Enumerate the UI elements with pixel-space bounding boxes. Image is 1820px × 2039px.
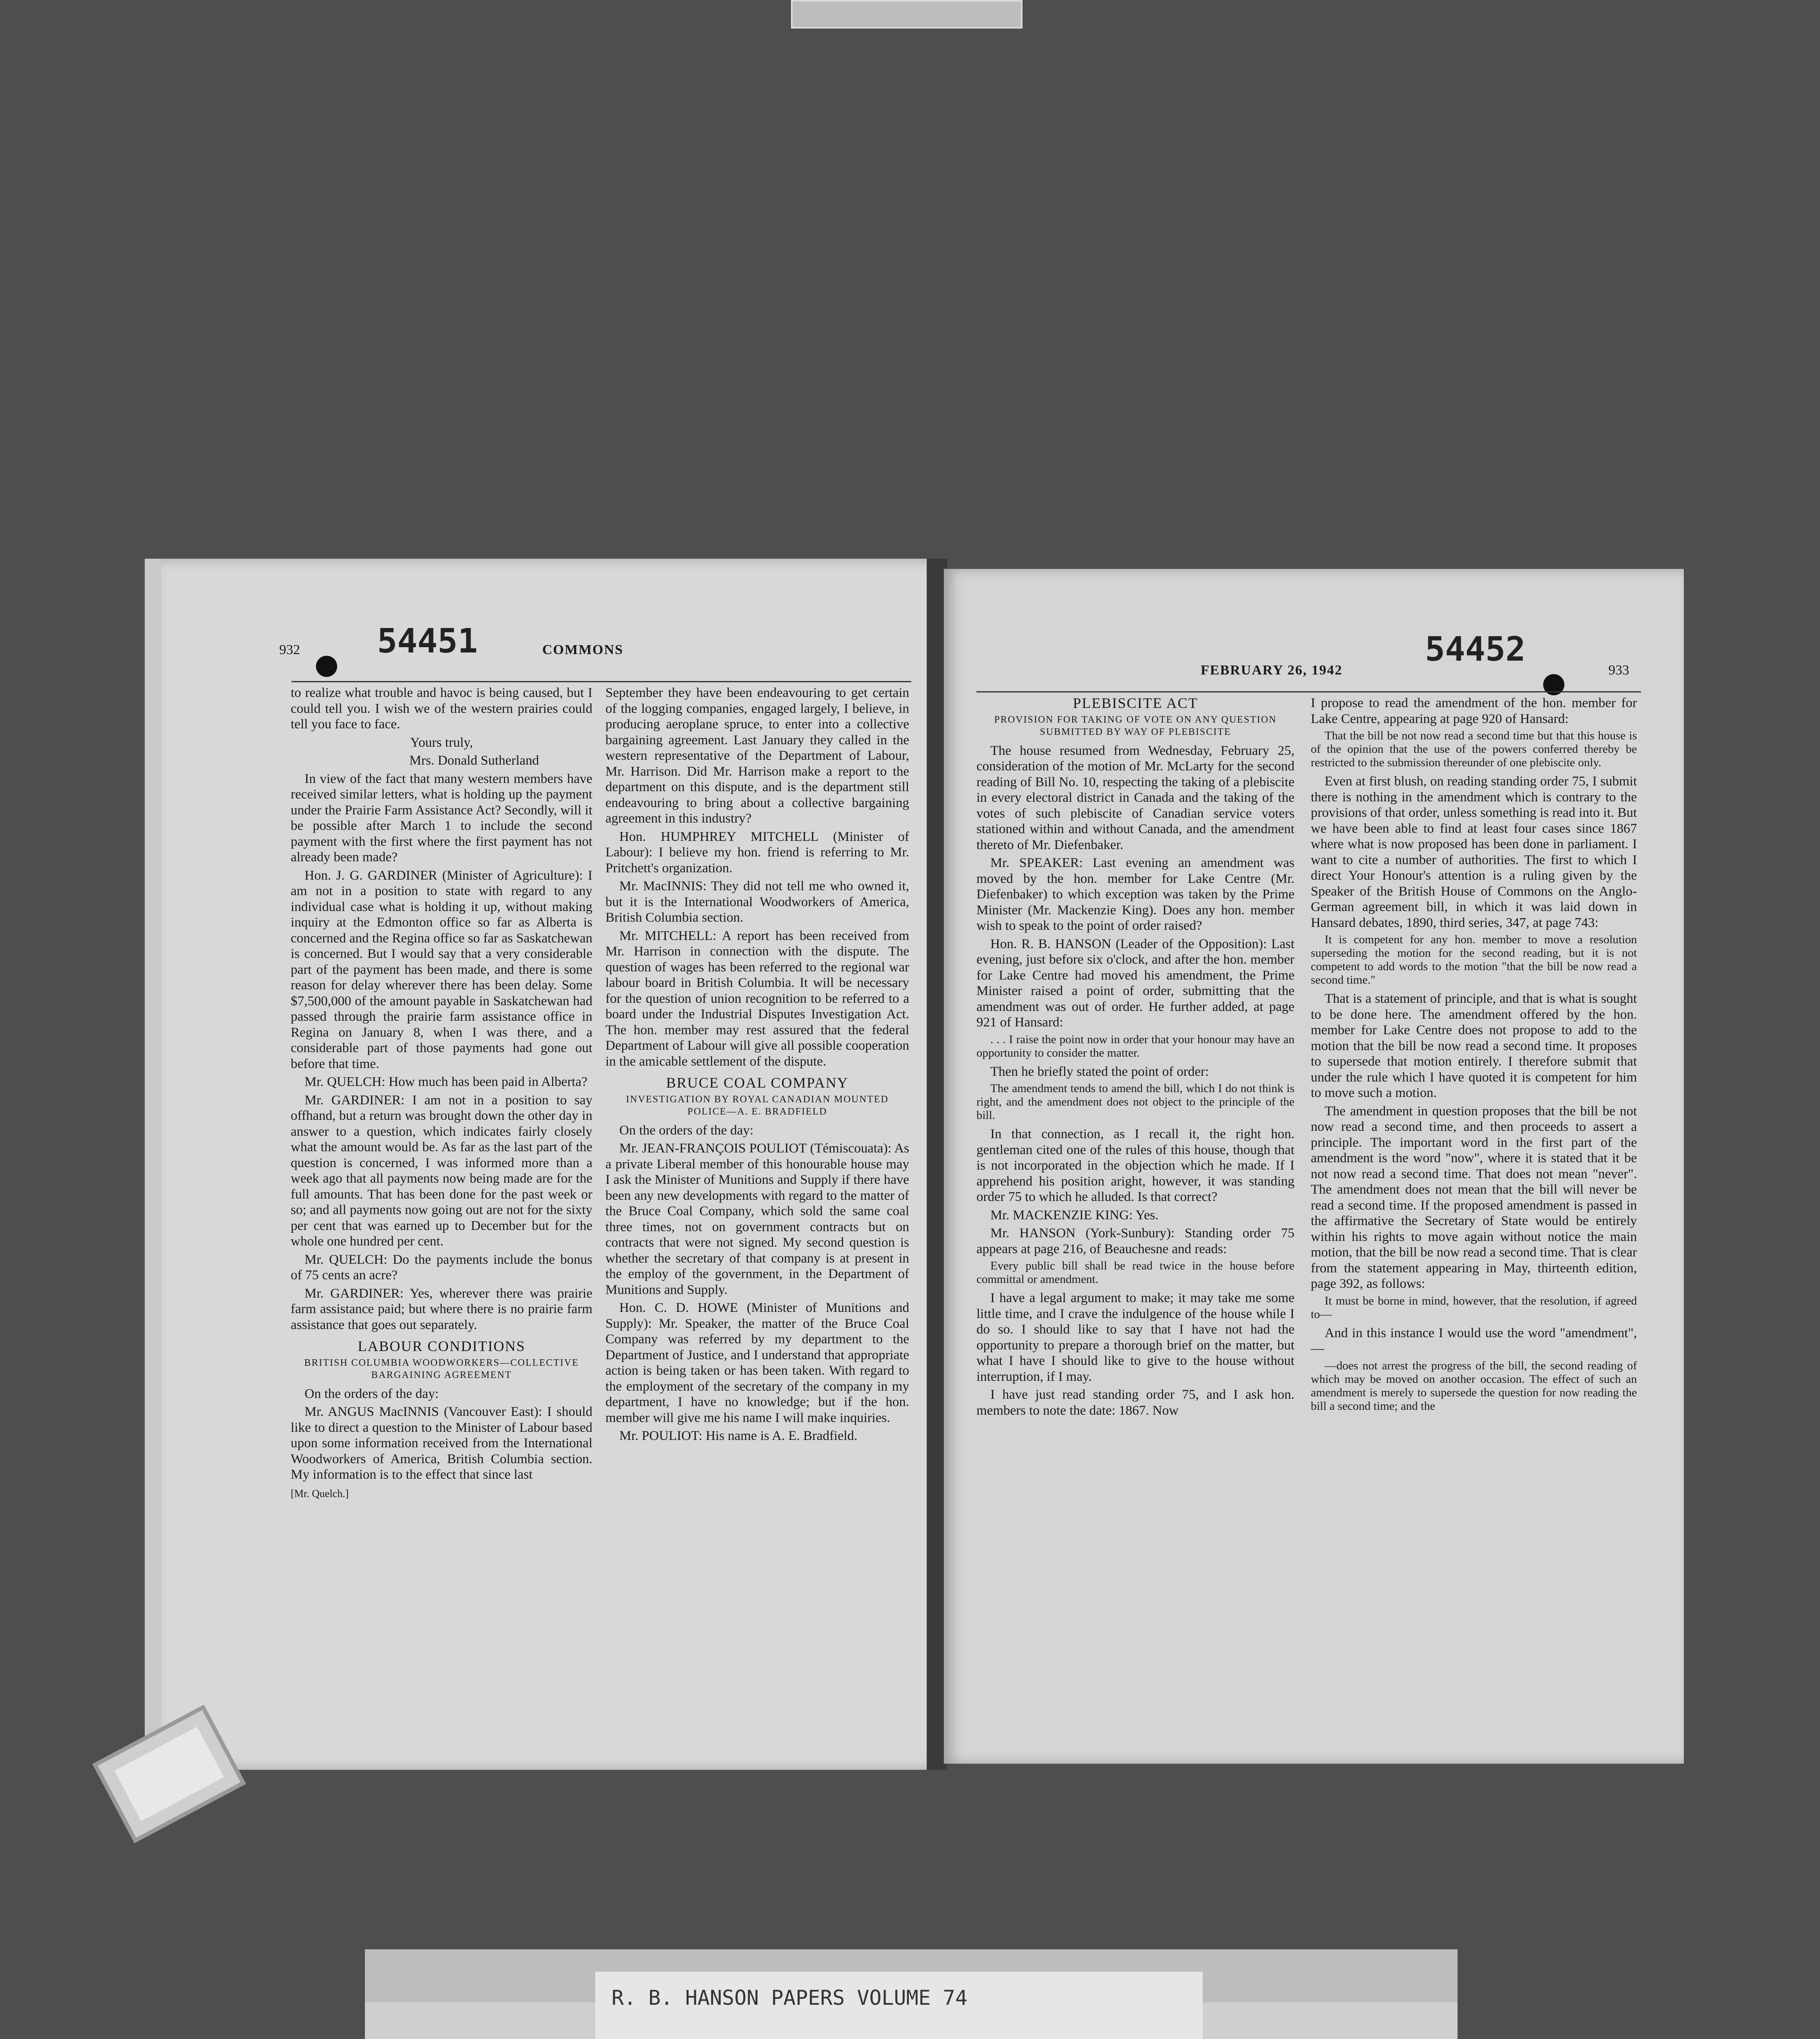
left-page bbox=[145, 559, 944, 1770]
paragraph: Hon. J. G. GARDINER (Minister of Agriculture): I am not in a position to state with regard to any individual case what is holding it up, without making inquiry at the Edmonton office so far as Alberta is concerned and the Regina office so far as Saskatchewan is concerned. But I would say that a very considerable part of the payment has been made, and there is some reason for delay wherever there has been delay. Some $7,500,000 of the amount payable in Saskatchewan had passed through the prairie farm assistance office in Regina on January 8, when I was there, and a considerable part of those payments had gone out before that time. bbox=[291, 868, 592, 1071]
header-rule bbox=[976, 691, 1641, 692]
punch-hole bbox=[316, 656, 337, 677]
paragraph: September they have been endeavouring to get certain of the logging companies, engaged largely, I believe, in producing aeroplane spruce, to enter into a collective bargaining agreement. Last January they called in the western representative of the Department of Labour, Mr. Harrison. Did Mr. Harrison make a report to the department on this dispute, and is the department still endeavouring to bring about a collective bargaining agreement in this industry? bbox=[605, 686, 909, 826]
section-subheading: PROVISION FOR TAKING OF VOTE ON ANY QUESTION SUBMITTED BY WAY OF PLEBISCITE bbox=[994, 714, 1277, 737]
paragraph: I propose to read the amendment of the hon. member for Lake Centre, appearing at page 920 of Hansard: bbox=[1311, 696, 1637, 726]
paragraph: Mr. GARDINER: Yes, wherever there was prairie farm assistance paid; but where there is no prairie farm assistance that goes out separately. bbox=[291, 1286, 592, 1332]
page-footer: [Mr. Quelch.] bbox=[291, 1487, 349, 1499]
quotation: Every public bill shall be read twice in the house before committal or amendment. bbox=[976, 1259, 1294, 1286]
paragraph: The house resumed from Wednesday, February 25, consideration of the motion of Mr. McLarty for the second reading of Bill No. 10, respecting the taking of a plebiscite in every electoral district in Canada and the taking of the votes of such plebiscite of Canadian service voters stationed within and without Canada, and the amendment thereto of Mr. Diefenbaker. bbox=[976, 743, 1294, 852]
volume-label-text: R. B. HANSON PAPERS VOLUME 74 bbox=[612, 1986, 967, 2010]
archive-stamp: 54451 bbox=[377, 622, 478, 661]
quotation: The amendment tends to amend the bill, which I do not think is right, and the amendment does not object to the principle of the bill. bbox=[976, 1082, 1294, 1122]
left-column-2 bbox=[605, 685, 909, 1446]
paragraph: Mr. GARDINER: I am not in a position to say offhand, but a return was brought down the other day in answer to a question, which indicates fairly closely what the amount would be. As far as the last part of the question is concerned, I was informed more than a week ago that all payments now being made are for the full amounts. That has been done for the past week or so; and all payments now going out are not for the sixty per cent that was earned up to December but for the whole one hundred per cent. bbox=[291, 1092, 592, 1249]
paragraph: Mr. HANSON (York-Sunbury): Standing order 75 appears at page 216, of Beauchesne and reads: bbox=[976, 1226, 1294, 1256]
quotation: That the bill be not now read a second time but that this house is of the opinion that the use of the powers conferred thereby be restricted to the submission thereunder of one plebiscite only. bbox=[1311, 729, 1637, 769]
paragraph: Even at first blush, on reading standing order 75, I submit there is nothing in the amendment which is contrary to the provisions of that order, unless something is read into it. But we have been able to find at least four cases since 1867 where what is now proposed has been done in parliament. I want to cite a number of authorities. The first to which I direct Your Honour's attention is a ruling given by the Speaker of the British House of Commons on the Anglo-German agreement bill, in which it was laid down in Hansard debates, 1890, third series, 347, at page 743: bbox=[1311, 774, 1637, 930]
right-page bbox=[944, 569, 1684, 1764]
section-heading: BRUCE COAL COMPANY bbox=[666, 1075, 849, 1091]
paragraph: On the orders of the day: bbox=[619, 1123, 753, 1138]
paragraph: Mr. POULIOT: His name is A. E. Bradfield. bbox=[619, 1429, 858, 1443]
paragraph: Mr. MacINNIS: They did not tell me who owned it, but it is the International Woodworkers of America, British Columbia section. bbox=[605, 879, 909, 925]
archive-stamp: 54452 bbox=[1425, 630, 1526, 669]
paragraph: Hon. R. B. HANSON (Leader of the Opposition): Last evening, just before six o'clock, and after the hon. member for Lake Centre had moved his amendment, the Prime Minister raised a point of order, submitting that the amendment was out of order. He further added, at page 921 of Hansard: bbox=[976, 936, 1294, 1030]
quotation: It must be borne in mind, however, that the resolution, if agreed to— bbox=[1311, 1294, 1637, 1321]
paragraph: That is a statement of principle, and that is what is sought to be done here. The amendment offered by the hon. member for Lake Centre does not propose to add to the motion that the bill be now read a second time. It proposes to supersede that motion entirely. I therefore submit that under the rule which I have quoted it is competent for him to move such a motion. bbox=[1311, 991, 1637, 1100]
letter-signature: Mrs. Donald Sutherland bbox=[409, 753, 539, 768]
section-heading: LABOUR CONDITIONS bbox=[358, 1338, 526, 1354]
paragraph: Mr. QUELCH: How much has been paid in Alberta? bbox=[305, 1075, 588, 1089]
paragraph: Mr. ANGUS MacINNIS (Vancouver East): I should like to direct a question to the Minister of Labour based upon some information received from the International Woodworkers of America, British Columbia section. My information is to the effect that since last bbox=[291, 1404, 592, 1482]
paragraph: Mr. MACKENZIE KING: Yes. bbox=[990, 1207, 1159, 1223]
paragraph: Mr. MITCHELL: A report has been received from Mr. Harrison in connection with the dispute. The question of wages has been referred to the regional war labour board in British Columbia. It will be necessary for the question of union recognition to be referred to a board under the Industrial Disputes Investigation Act. The hon. member may rest assured that the federal Department of Labour will give all possible cooperation in the amicable settlement of the dispute. bbox=[605, 928, 909, 1069]
paragraph: Hon. HUMPHREY MITCHELL (Minister of Labour): I believe my hon. friend is referring to Mr. Pritchett's organization. bbox=[605, 829, 909, 876]
running-head: FEBRUARY 26, 1942 bbox=[1201, 663, 1343, 678]
quotation: . . . I raise the point now in order that your honour may have an opportunity to consider the matter. bbox=[976, 1033, 1294, 1059]
left-column-1 bbox=[291, 685, 592, 1502]
page-number: 933 bbox=[1608, 663, 1629, 678]
paragraph: In that connection, as I recall it, the right hon. gentleman cited one of the rules of this house, though that is not incorporated in the objection which he made. If I apprehend his position aright, however, it was standing order 75 to which he alluded. Is that correct? bbox=[976, 1127, 1294, 1204]
paragraph: Then he briefly stated the point of order: bbox=[990, 1064, 1209, 1079]
quotation: It is competent for any hon. member to move a resolution superseding the motion for the second reading, but it is not competent to add words to the motion "that the bill be now read a second time." bbox=[1311, 933, 1637, 986]
paragraph: And in this instance I would use the word "amendment",— bbox=[1311, 1325, 1637, 1356]
paragraph: to realize what trouble and havoc is being caused, but I could tell you. I wish we of the western prairies could tell you face to face. bbox=[291, 686, 592, 732]
right-column-1 bbox=[976, 695, 1294, 1421]
paragraph: I have just read standing order 75, and I ask hon. members to note the date: 1867. Now bbox=[976, 1387, 1294, 1418]
paragraph: Hon. C. D. HOWE (Minister of Munitions and Supply): Mr. Speaker, the matter of the Bruce Coal Company was referred by my department to the Department of Justice, and I understand that appropriate action is being taken or has been taken. With regard to the employment of the secretary of the company in my department, I have no knowledge; but if the hon. member will give me his name I will make inquiries. bbox=[605, 1300, 909, 1425]
section-subheading: INVESTIGATION BY ROYAL CANADIAN MOUNTED POLICE—A. E. BRADFIELD bbox=[626, 1094, 889, 1117]
paragraph: The amendment in question proposes that the bill be not now read a second time, and then proceeds to assert a principle. The important word in the first part of the amendment is the word "now", where it is stated that it be not now read a second time. That does not mean "never". The amendment does not mean that the bill will never be read a second time. If the proposed amendment is passed in the affirmative the Secretary of State would be entirely within his rights to move again without notice the main motion, that the bill be now read a second time. That is clear from the statement appearing in May, thirteenth edition, page 392, as follows: bbox=[1311, 1104, 1637, 1291]
quotation: —does not arrest the progress of the bill, the second reading of which may be moved on another occasion. The effect of such an amendment is merely to supersede the question for now reading the bill a second time; and the bbox=[1311, 1359, 1637, 1413]
open-book bbox=[145, 555, 1684, 1782]
paragraph: On the orders of the day: bbox=[305, 1386, 439, 1401]
paragraph: I have a legal argument to make; it may take me some little time, and I crave the indulgence of the house while I do so. I should like to say that I have not had the opportunity to prepare a thorough brief on the matter, but what I have I should like to give to the house without interruption, if I may. bbox=[976, 1291, 1294, 1384]
section-heading: PLEBISCITE ACT bbox=[1073, 695, 1198, 711]
paragraph: Mr. SPEAKER: Last evening an amendment was moved by the hon. member for Lake Centre (Mr. Diefenbaker) to which exception was taken by the Prime Minister (Mr. Mackenzie King). Does any hon. member wish to speak to the point of order raised? bbox=[976, 856, 1294, 933]
paragraph: In view of the fact that many western members have received similar letters, what is holding up the payment under the Prairie Farm Assistance Act? Secondly, will it be possible after March 1 to include the second payment with the first where the first payment has not already been made? bbox=[291, 771, 592, 865]
section-subheading: BRITISH COLUMBIA WOODWORKERS—COLLECTIVE BARGAINING AGREEMENT bbox=[304, 1357, 579, 1380]
running-head: COMMONS bbox=[542, 642, 624, 657]
paragraph: Mr. QUELCH: Do the payments include the bonus of 75 cents an acre? bbox=[291, 1252, 592, 1283]
paragraph: Mr. JEAN-FRANÇOIS POULIOT (Témiscouata): As a private Liberal member of this honourable house may I ask the Minister of Munitions and Supply if there have been any new developments with regard to the matter of the Bruce Coal Company, which sold the same coal three times, not on government contracts but on contracts that were not signed. My second question is whether the secretary of that company is at present in the employ of the government, in the Department of Munitions and Supply. bbox=[605, 1141, 909, 1297]
top-clip bbox=[791, 0, 1023, 29]
header-rule bbox=[292, 681, 911, 682]
page-number: 932 bbox=[279, 642, 300, 657]
right-column-2 bbox=[1311, 695, 1637, 1417]
letter-closing: Yours truly, bbox=[410, 735, 473, 750]
